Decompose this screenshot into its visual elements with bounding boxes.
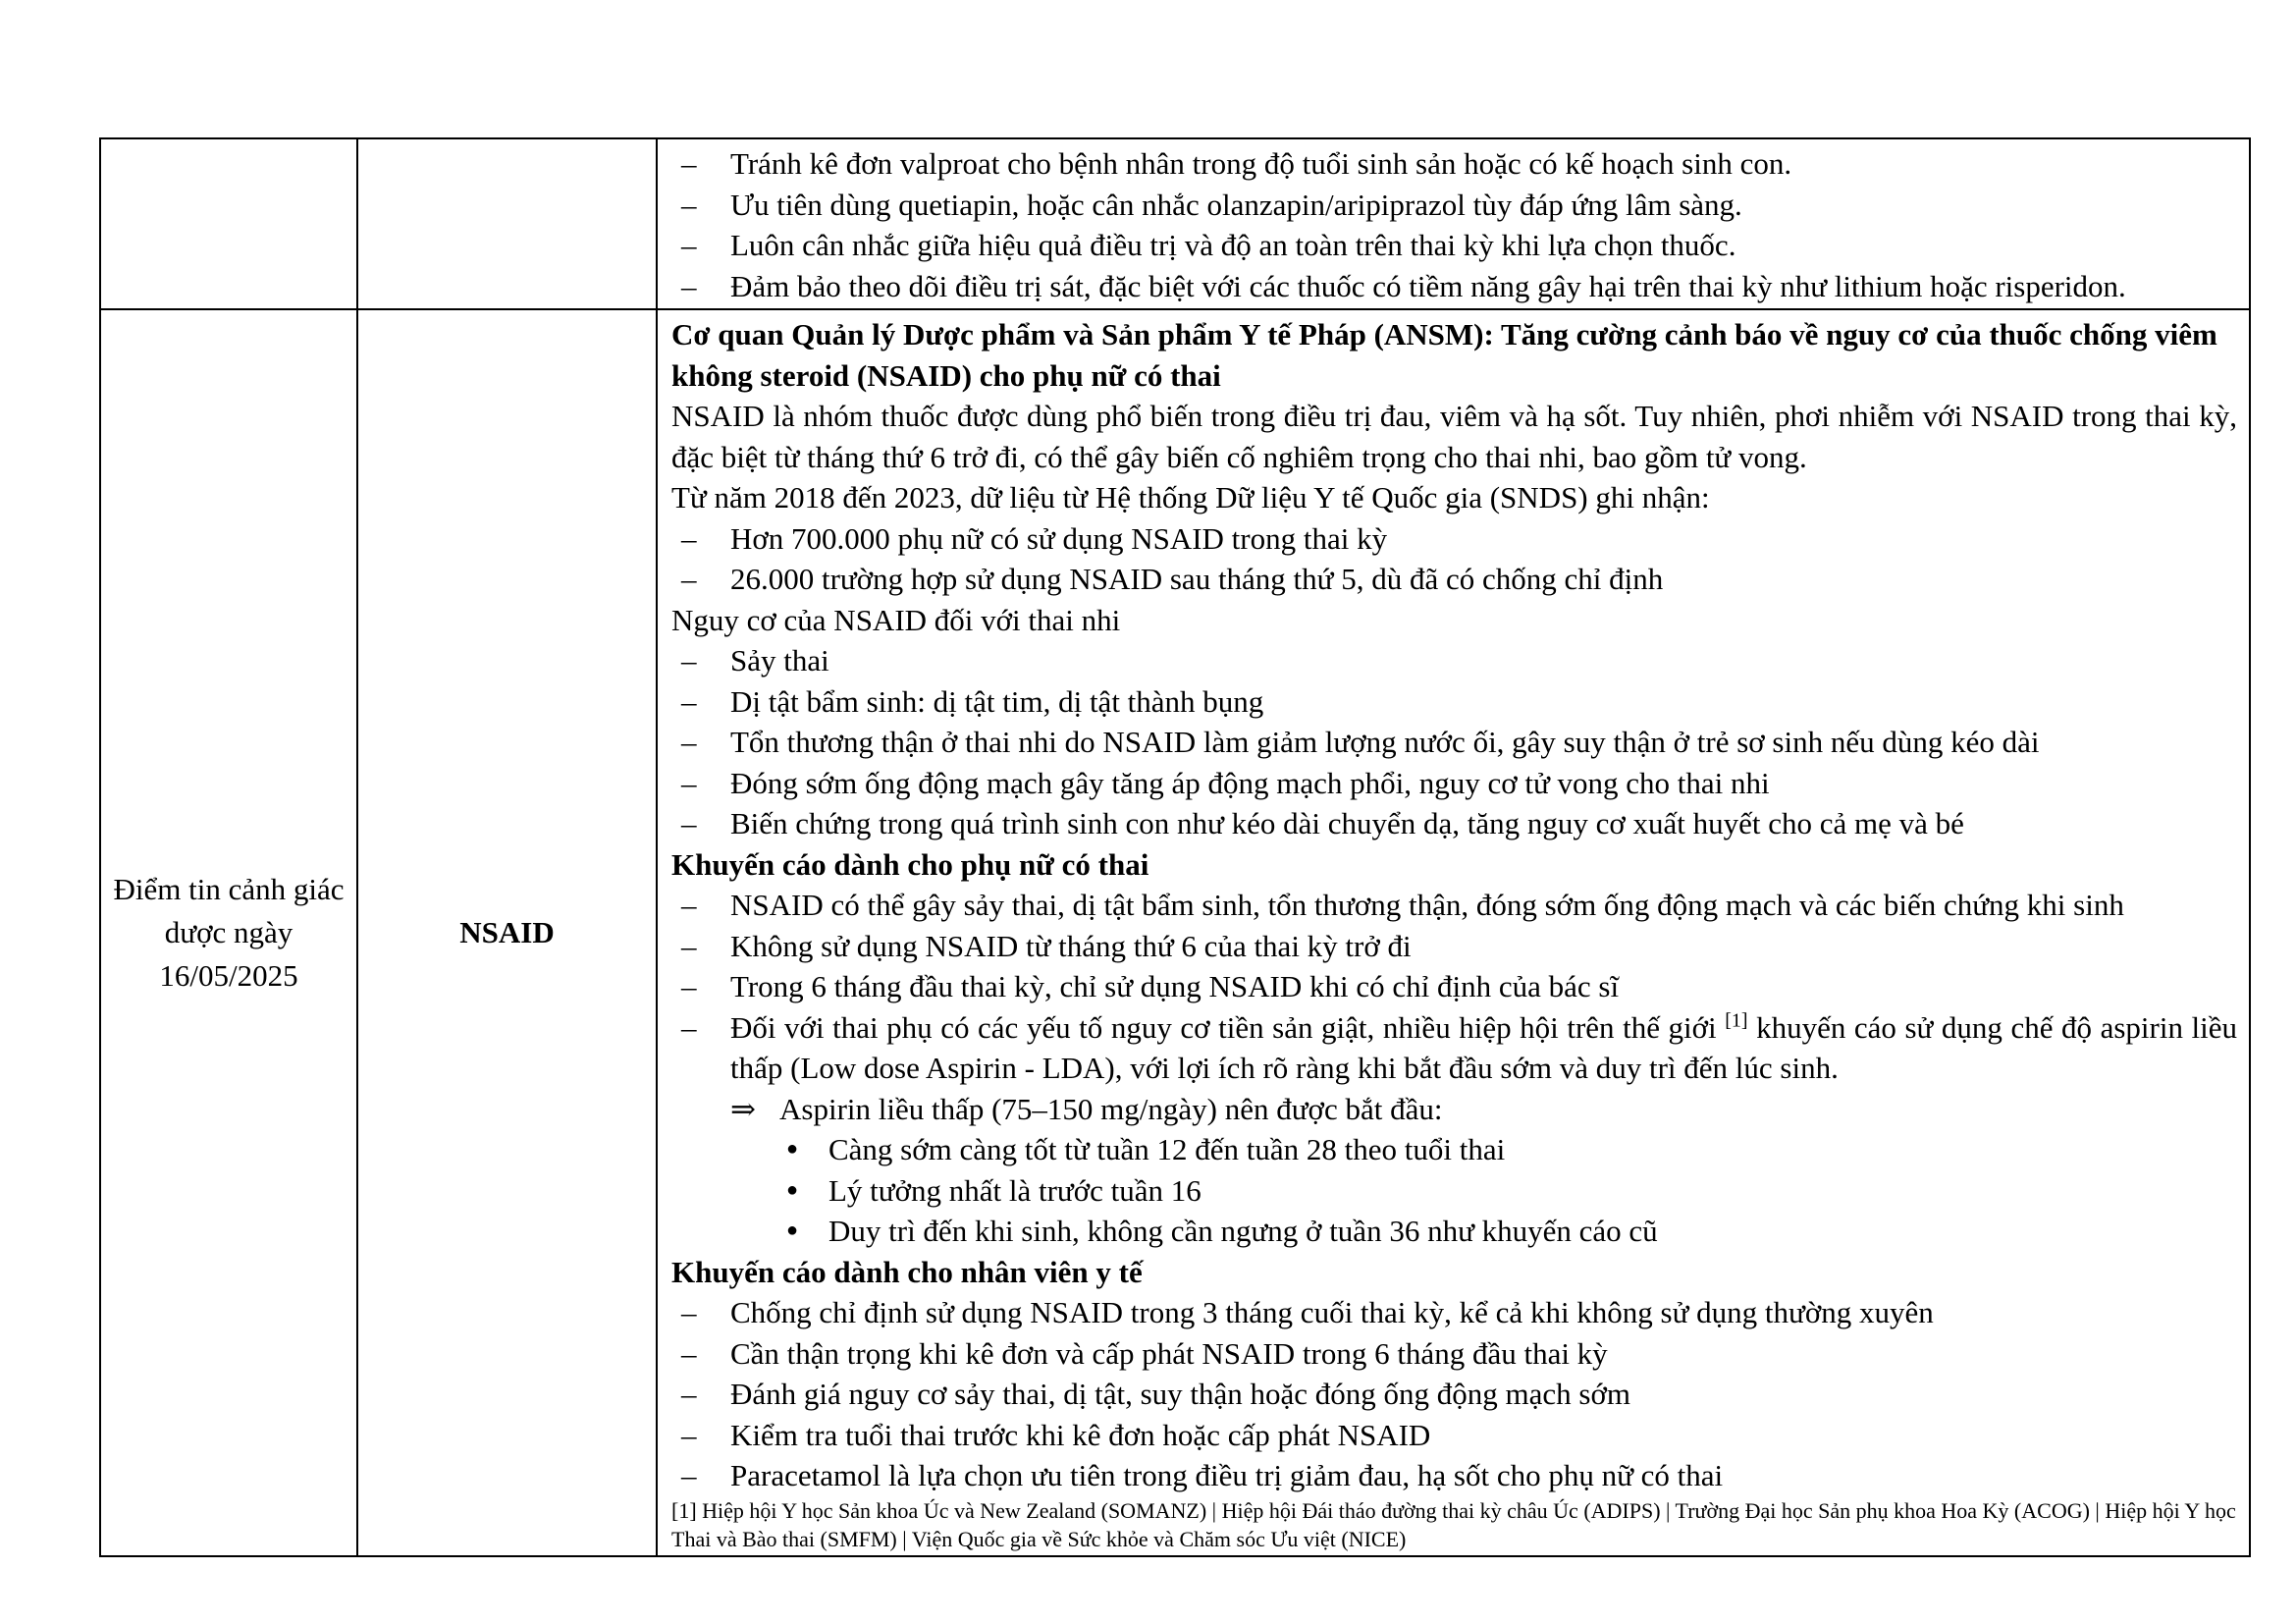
document-table <box>99 137 2251 1557</box>
source-cell-empty <box>100 138 357 309</box>
topic-label: NSAID <box>459 914 555 949</box>
footnote: [1] Hiệp hội Y học Sản khoa Úc và New Zealand (SOMANZ) | Hiệp hội Đái tháo đường thai kỳ châu Úc (ADIPS) | Trường Đại học Sản phụ khoa Hoa Kỳ (ACOG) | Hiệp hội Y học Thai và Bào thai (SMFM) | Viện Quốc gia về Sức khỏe và Chăm sóc Ưu việt (NICE) <box>671 1497 2236 1551</box>
risk-title: Nguy cơ của NSAID đối với thai nhi <box>671 602 1121 637</box>
source-cell <box>100 309 357 1556</box>
list-item: ● Càng sớm càng tốt từ tuần 12 đến tuần 28 theo tuổi thai <box>671 1129 2237 1170</box>
list-item: – Trong 6 tháng đầu thai kỳ, chỉ sử dụng NSAID khi có chỉ định của bác sĩ <box>671 966 2237 1007</box>
intro-paragraph: NSAID là nhóm thuốc được dùng phổ biến trong điều trị đau, viêm và hạ sốt. Tuy nhiên, phơi nhiễm với NSAID trong thai kỳ, đặc biệt từ tháng thứ 6 trở đi, có thể gây biến cố nghiêm trọng cho thai nhi, bao gồm tử vong. <box>671 399 2237 474</box>
women-title: Khuyến cáo dành cho phụ nữ có thai <box>671 846 1149 882</box>
data-intro: Từ năm 2018 đến 2023, dữ liệu từ Hệ thống Dữ liệu Y tế Quốc gia (SNDS) ghi nhận: <box>671 480 1710 514</box>
guidance-list <box>671 143 2237 306</box>
list-item: – Đóng sớm ống động mạch gây tăng áp động mạch phổi, nguy cơ tử vong cho thai nhi <box>671 763 2237 804</box>
table-row-continued <box>100 138 2250 309</box>
aspirin-subheading-text: Aspirin liều thấp (75–150 mg/ngày) nên được bắt đầu: <box>779 1091 1443 1126</box>
table-row-nsaid <box>100 309 2250 1556</box>
staff-list <box>671 1292 2237 1496</box>
list-item: ● Duy trì đến khi sinh, không cần ngưng ở tuần 36 như khuyến cáo cũ <box>671 1211 2237 1252</box>
list-item: – Paracetamol là lựa chọn ưu tiên trong điều trị giảm đau, hạ sốt cho phụ nữ có thai <box>671 1455 2237 1496</box>
section-heading: Cơ quan Quản lý Dược phẩm và Sản phẩm Y tế Pháp (ANSM): Tăng cường cảnh báo về nguy cơ của thuốc chống viêm không steroid (NSAID) cho phụ nữ có thai <box>671 317 2217 393</box>
list-item: – NSAID có thể gây sảy thai, dị tật bẩm sinh, tổn thương thận, đóng sớm ống động mạch và các biến chứng khi sinh <box>671 885 2237 926</box>
aspirin-text-pre: Đối với thai phụ có các yếu tố nguy cơ tiền sản giật, nhiều hiệp hội trên thế giới <box>730 1009 1726 1045</box>
footnote-ref: [1] <box>1725 1009 1748 1032</box>
data-list <box>671 518 2237 600</box>
topic-cell-empty <box>357 138 657 309</box>
aspirin-text-post: khuyến cáo sử dụng chế độ aspirin liều thấp (Low dose Aspirin - LDA), với lợi ích rõ ràng khi bắt đầu sớm và duy trì đến lúc sinh. <box>730 1009 2237 1085</box>
staff-title: Khuyến cáo dành cho nhân viên y tế <box>671 1254 1143 1289</box>
list-item: – Ưu tiên dùng quetiapin, hoặc cân nhắc olanzapin/aripiprazol tùy đáp ứng lâm sàng. <box>671 185 2237 226</box>
list-item: – Hơn 700.000 phụ nữ có sử dụng NSAID trong thai kỳ <box>671 518 2237 560</box>
list-item: – Tổn thương thận ở thai nhi do NSAID làm giảm lượng nước ối, gây suy thận ở trẻ sơ sinh nếu dùng kéo dài <box>671 722 2237 763</box>
content-cell-continued <box>657 138 2250 309</box>
list-item: – Cần thận trọng khi kê đơn và cấp phát NSAID trong 6 tháng đầu thai kỳ <box>671 1333 2237 1375</box>
list-item: – Biến chứng trong quá trình sinh con như kéo dài chuyển dạ, tăng nguy cơ xuất huyết cho cả mẹ và bé <box>671 803 2237 844</box>
aspirin-list <box>671 1129 2237 1252</box>
list-item: – Không sử dụng NSAID từ tháng thứ 6 của thai kỳ trở đi <box>671 926 2237 967</box>
list-item: – Đảm bảo theo dõi điều trị sát, đặc biệt với các thuốc có tiềm năng gây hại trên thai kỳ như lithium hoặc risperidon. <box>671 266 2237 307</box>
content-cell <box>657 309 2250 1556</box>
list-item: – Kiểm tra tuổi thai trước khi kê đơn hoặc cấp phát NSAID <box>671 1415 2237 1456</box>
list-item: – Dị tật bẩm sinh: dị tật tim, dị tật thành bụng <box>671 681 2237 723</box>
arrow-right-icon: ⇒ <box>730 1091 756 1126</box>
list-item: – Luôn cân nhắc giữa hiệu quả điều trị và độ an toàn trên thai kỳ khi lựa chọn thuốc. <box>671 225 2237 266</box>
list-item: – Tránh kê đơn valproat cho bệnh nhân trong độ tuổi sinh sản hoặc có kế hoạch sinh con. <box>671 143 2237 185</box>
list-item: ● Lý tưởng nhất là trước tuần 16 <box>671 1170 2237 1212</box>
women-list <box>671 885 2237 1089</box>
list-item: – Sảy thai <box>671 640 2237 681</box>
aspirin-subheading <box>671 1089 2237 1130</box>
source-label: Điểm tin cảnh giác dược ngày 16/05/2025 <box>113 871 345 993</box>
topic-cell <box>357 309 657 1556</box>
list-item: – Đánh giá nguy cơ sảy thai, dị tật, suy thận hoặc đóng ống động mạch sớm <box>671 1374 2237 1415</box>
list-item: – Chống chỉ định sử dụng NSAID trong 3 tháng cuối thai kỳ, kể cả khi không sử dụng thường xuyên <box>671 1292 2237 1333</box>
list-item-aspirin <box>671 1007 2237 1089</box>
list-item: – 26.000 trường hợp sử dụng NSAID sau tháng thứ 5, dù đã có chống chỉ định <box>671 559 2237 600</box>
risk-list <box>671 640 2237 844</box>
